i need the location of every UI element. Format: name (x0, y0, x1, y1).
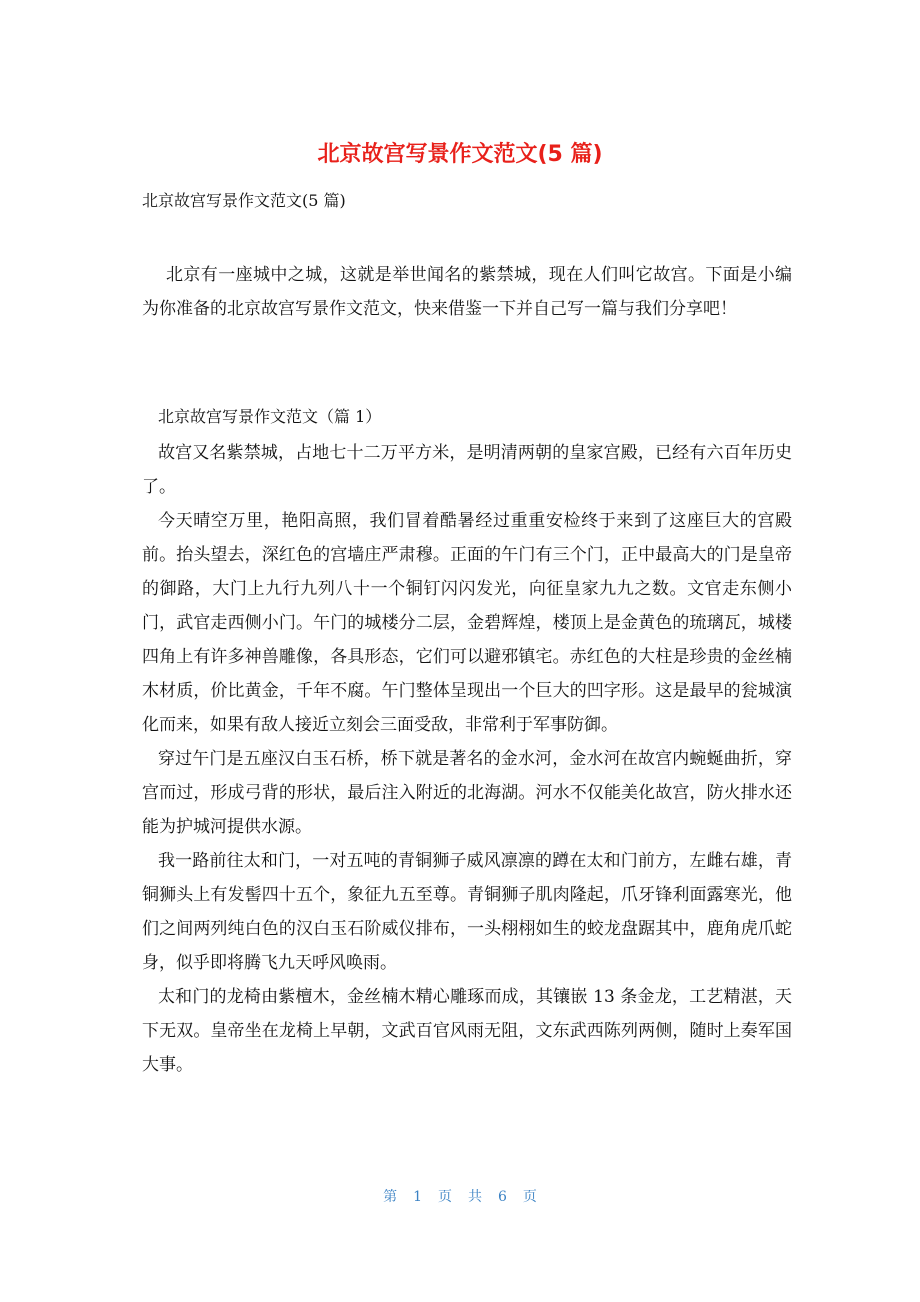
footer-page-mid1: 页 (438, 1189, 452, 1205)
footer-page-suffix: 页 (522, 1189, 537, 1205)
paragraph: 故宫又名紫禁城，占地七十二万平方米，是明清两朝的皇家宫殿，已经有六百年历史了。 (142, 443, 792, 497)
intro-paragraph: 北京有一座城中之城，这就是举世闻名的紫禁城，现在人们叫它故宫。下面是小编为你准备的北京故宫写景作文范文，快来借鉴一下并自己写一篇与我们分享吧！ (142, 265, 792, 319)
page-footer (0, 1185, 920, 1209)
document-subtitle: 北京故宫写景作文范文(5 篇) (142, 191, 346, 210)
paragraph: 穿过午门是五座汉白玉石桥，桥下就是著名的金水河，金水河在故宫内蜿蜒曲折，穿宫而过，形成弓背的形状，最后注入附近的北海湖。河水不仅能美化故宫，防火排水还能为护城河提供水源。 (142, 749, 792, 837)
footer-page-mid2: 共 (468, 1189, 482, 1205)
article-body (142, 436, 792, 1082)
footer-total-pages: 6 (498, 1189, 507, 1205)
paragraph: 我一路前往太和门，一对五吨的青铜狮子威风凛凛的蹲在太和门前方，左雌右雄，青铜狮头上有发髻四十五个，象征九五至尊。青铜狮子肌肉隆起，爪牙锋利面露寒光，他们之间两列纯白色的汉白玉石阶威仪排布，一头栩栩如生的蛟龙盘踞其中，鹿角虎爪蛇身，似乎即将腾飞九天呼风唤雨。 (142, 851, 792, 973)
paragraph: 今天晴空万里，艳阳高照，我们冒着酷暑经过重重安检终于来到了这座巨大的宫殿前。抬头望去，深红色的宫墙庄严肃穆。正面的午门有三个门，正中最高大的门是皇帝的御路，大门上九行九列八十一个铜钉闪闪发光，向征皇家九九之数。文官走东侧小门，武官走西侧小门。午门的城楼分二层，金碧辉煌，楼顶上是金黄色的琉璃瓦，城楼四角上有许多神兽雕像，各具形态，它们可以避邪镇宅。赤红色的大柱是珍贵的金丝楠木材质，价比黄金，千年不腐。午门整体呈现出一个巨大的凹字形。这是最早的瓮城演化而来，如果有敌人接近立刻会三面受敌，非常利于军事防御。 (142, 511, 792, 735)
paragraph: 太和门的龙椅由紫檀木，金丝楠木精心雕琢而成，其镶嵌 13 条金龙，工艺精湛，天下无双。皇帝坐在龙椅上早朝，文武百官风雨无阻，文东武西陈列两侧，随时上奏军国大事。 (142, 987, 792, 1075)
document-title: 北京故宫写景作文范文(5 篇) (317, 142, 603, 167)
footer-page-prefix: 第 (383, 1189, 398, 1205)
section-heading: 北京故宫写景作文范文（篇 1） (158, 407, 382, 426)
footer-current-page: 1 (413, 1189, 422, 1205)
